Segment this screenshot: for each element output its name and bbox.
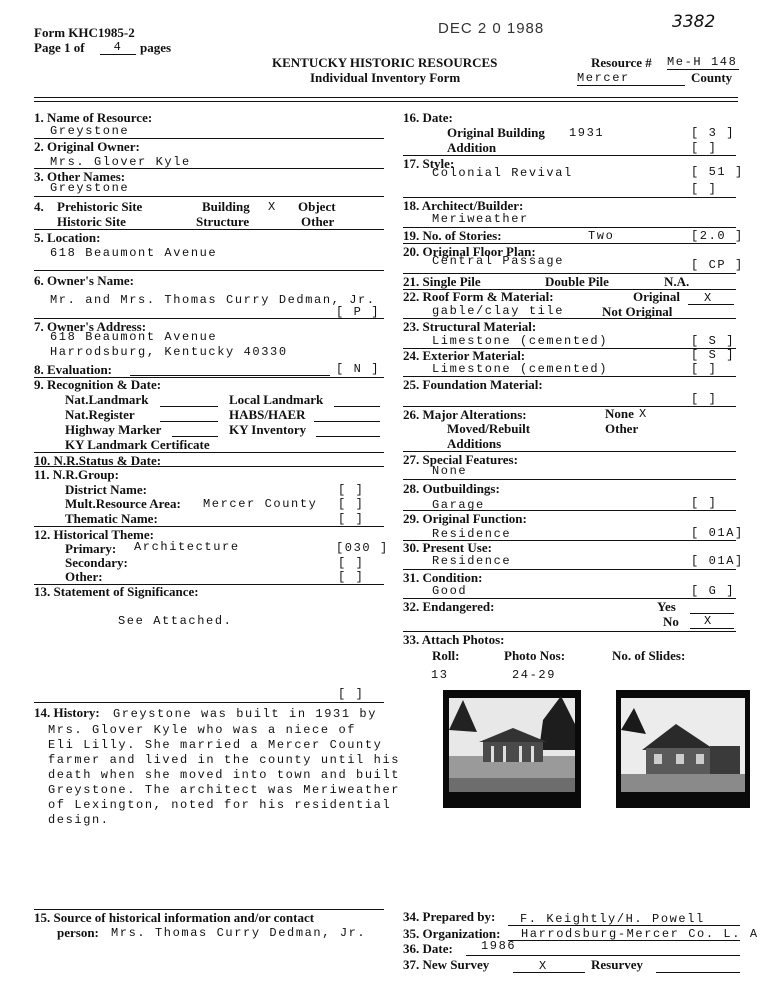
field12-label: 12. Historical Theme: [34, 527, 154, 542]
field18-label: 18. Architect/Builder: [403, 198, 524, 213]
field24-label: 24. Exterior Material: [403, 348, 526, 363]
field34-underline [508, 925, 740, 926]
field27-rule [403, 479, 736, 480]
field23-value: Limestone (cemented) [432, 334, 609, 348]
field21-double-pile: Double Pile [545, 274, 609, 289]
field4-structure: Structure [196, 214, 250, 229]
field35-label: 35. Organization: [403, 926, 501, 941]
field25-bracket: [ ] [691, 392, 718, 406]
field9-kyinv-blank [316, 436, 380, 437]
field22-original-mark: X [704, 291, 713, 305]
field36-underline [466, 955, 740, 956]
field26-none-mark: X [639, 407, 648, 421]
field9-habs-haer: HABS/HAER [229, 407, 306, 422]
field36-label: 36. Date: [403, 941, 453, 956]
field6-label: 6. Owner's Name: [34, 273, 135, 288]
house-photo-side [616, 690, 750, 808]
field37-resurvey-blank [656, 972, 740, 973]
field32-no-blank [690, 628, 734, 629]
field5-value: 618 Beaumont Avenue [50, 246, 218, 260]
field26-other: Other [605, 421, 639, 436]
resource-number-label: Resource # [591, 55, 652, 70]
field3-rule [34, 196, 384, 197]
field16-original-label: Original Building [447, 125, 545, 140]
field9-nat-register: Nat.Register [65, 407, 135, 422]
field11-thematic-bracket: [ ] [338, 512, 365, 526]
field9-highway-marker: Highway Marker [65, 422, 162, 437]
field30-code: [ 01A] [691, 554, 744, 568]
field34-label: 34. Prepared by: [403, 909, 496, 924]
field7-line2: Harrodsburg, Kentucky 40330 [50, 345, 288, 359]
field9-local-landmark: Local Landmark [229, 392, 324, 407]
field29-code: [ 01A] [691, 526, 744, 540]
page-total: 4 [100, 41, 136, 55]
field27-label: 27. Special Features: [403, 452, 518, 467]
form-id: Form KHC1985-2 [34, 25, 135, 40]
field6-value: Mr. and Mrs. Thomas Curry Dedman, Jr. [50, 293, 376, 307]
field31-value: Good [432, 584, 468, 598]
field11-district: District Name: [65, 482, 147, 497]
field12-primary: Primary: [65, 541, 117, 556]
field21-single-pile: 21. Single Pile [403, 274, 481, 289]
field22-value: gable/clay tile [432, 304, 565, 318]
field29-value: Residence [432, 527, 512, 541]
field8-label: 8. Evaluation: [34, 362, 113, 377]
field6-code: [ P ] [336, 305, 381, 319]
field2-label: 2. Original Owner: [34, 139, 140, 154]
field4-building-mark: X [268, 200, 277, 214]
field17-label: 17. Style: [403, 156, 455, 171]
field12-other-bracket: [ ] [338, 570, 365, 584]
field15-person-label: person: [57, 925, 99, 940]
header-rule [34, 97, 738, 102]
field37-resurvey: Resurvey [591, 957, 643, 972]
field8-underline [130, 375, 330, 376]
handwritten-number: 3382 [672, 12, 716, 32]
field24-code: [ S ] [691, 348, 736, 362]
field32-no-mark: X [704, 614, 713, 628]
field33-slides-label: No. of Slides: [612, 648, 686, 663]
field28-label: 28. Outbuildings: [403, 481, 500, 496]
field1-label: 1. Name of Resource: [34, 110, 153, 125]
field1-value: Greystone [50, 124, 130, 138]
field24-value: Limestone (cemented) [432, 362, 609, 376]
field9-habs-blank [314, 421, 380, 422]
field9-nat-landmark-blank [160, 406, 218, 407]
history-line: farmer and lived in the county until his [48, 753, 401, 767]
field14-line1: Greystone was built in 1931 by [113, 707, 378, 721]
field13-value: See Attached. [118, 614, 233, 628]
form-title: KENTUCKY HISTORIC RESOURCES [272, 55, 498, 70]
field9-local-landmark-blank [334, 406, 380, 407]
field23-code: [ S ] [691, 334, 736, 348]
field18-value: Meriweather [432, 212, 529, 226]
field15-value: Mrs. Thomas Curry Dedman, Jr. [111, 926, 367, 940]
field22-not-original: Not Original [602, 304, 673, 319]
field20-code: [ CP ] [691, 258, 744, 272]
field36-value: 1986 [481, 939, 517, 953]
received-date-stamp: DEC 2 0 1988 [438, 20, 545, 37]
field13-rule [34, 702, 384, 703]
field11-thematic: Thematic Name: [65, 511, 158, 526]
field37-label: 37. New Survey [403, 957, 490, 972]
form-subtitle: Individual Inventory Form [310, 70, 461, 85]
field8-code: [ N ] [336, 362, 381, 376]
history-line: Eli Lilly. She married a Mercer County [48, 738, 383, 752]
field9-nat-landmark: Nat.Landmark [65, 392, 149, 407]
field19-label: 19. No. of Stories: [403, 228, 502, 243]
field11-mra-bracket: [ ] [338, 497, 365, 511]
field9-label: 9. Recognition & Date: [34, 377, 162, 392]
field26-label: 26. Major Alterations: [403, 407, 527, 422]
field37-new-blank [513, 972, 585, 973]
field16-addition-bracket: [ ] [691, 141, 718, 155]
field26-moved: Moved/Rebuilt [447, 421, 531, 436]
field5-label: 5. Location: [34, 230, 101, 245]
field10-label: 10. N.R.Status & Date: [34, 453, 162, 468]
house-photo-front [443, 690, 581, 808]
field35-underline [508, 940, 740, 941]
field28-value: Garage [432, 498, 485, 512]
history-line: of Lexington, noted for his residential [48, 798, 392, 812]
field9-certificate: KY Landmark Certificate [65, 437, 210, 452]
field12-secondary-bracket: [ ] [338, 556, 365, 570]
field35-value: Harrodsburg-Mercer Co. L. A [521, 927, 759, 941]
field11-district-bracket: [ ] [338, 483, 365, 497]
field31-label: 31. Condition: [403, 570, 483, 585]
field20-value: Central Passage [432, 254, 565, 268]
resource-number-value: Me-H 148 [667, 55, 738, 69]
history-line: Greystone. The architect was Meriweather [48, 783, 401, 797]
field23-label: 23. Structural Material: [403, 319, 537, 334]
field32-no: No [663, 614, 679, 629]
field12-primary-code: [030 ] [336, 541, 389, 555]
field13-label: 13. Statement of Significance: [34, 584, 199, 599]
field29-label: 29. Original Function: [403, 511, 527, 526]
field33-label: 33. Attach Photos: [403, 632, 505, 647]
field16-original-value: 1931 [569, 126, 605, 140]
page-suffix: pages [140, 40, 172, 55]
field11-label: 11. N.R.Group: [34, 467, 119, 482]
field12-primary-value: Architecture [134, 540, 240, 554]
field19-code: [2.0 ] [691, 229, 744, 243]
field9-ky-inventory: KY Inventory [229, 422, 307, 437]
field12-other: Other: [65, 569, 103, 584]
field26-additions: Additions [447, 436, 502, 451]
field4-object: Object [298, 199, 336, 214]
county-value: Mercer [577, 72, 685, 86]
field20-label: 20. Original Floor Plan: [403, 244, 536, 259]
field26-none: None [605, 406, 634, 421]
field14-history-text [48, 723, 400, 828]
field17-value: Colonial Revival [432, 166, 573, 180]
field30-value: Residence [432, 554, 512, 568]
field33-photonos-value: 24-29 [512, 668, 557, 682]
field22-original: Original [633, 289, 680, 304]
field5-rule [34, 270, 384, 271]
field4-historic: Historic Site [57, 214, 126, 229]
field19-value: Two [588, 229, 615, 243]
field13-bracket: [ ] [338, 687, 365, 701]
field17-bracket-2: [ ] [691, 182, 718, 196]
field25-label: 25. Foundation Material: [403, 377, 543, 392]
field4-number: 4. [34, 199, 44, 214]
field31-code: [ G ] [691, 584, 736, 598]
field34-value: F. Keightly/H. Powell [520, 912, 705, 926]
history-line: design. [48, 813, 110, 827]
field16-original-code: [ 3 ] [691, 126, 736, 140]
field4-building: Building [202, 199, 250, 214]
field16-label: 16. Date: [403, 110, 453, 125]
field24-bracket-2: [ ] [691, 362, 718, 376]
field9-nat-register-blank [160, 421, 218, 422]
field22-label: 22. Roof Form & Material: [403, 289, 554, 304]
field11-mra: Mult.Resource Area: [65, 496, 181, 511]
field21-na: N.A. [664, 274, 690, 289]
field16-addition: Addition [447, 140, 497, 155]
field3-value: Greystone [50, 181, 130, 195]
field7-label: 7. Owner's Address: [34, 319, 147, 334]
field27-value: None [432, 464, 468, 478]
field33-roll-value: 13 [431, 668, 449, 682]
field30-label: 30. Present Use: [403, 540, 492, 555]
field4-prehistoric: Prehistoric Site [57, 199, 143, 214]
history-line: Mrs. Glover Kyle who was a niece of [48, 723, 357, 737]
page-prefix: Page 1 of [34, 40, 85, 55]
field15-label: 15. Source of historical information and/or contact [34, 910, 315, 925]
field33-photonos-label: Photo Nos: [504, 648, 566, 663]
field3-label: 3. Other Names: [34, 169, 126, 184]
field28-bracket: [ ] [691, 496, 718, 510]
county-label: County [691, 70, 733, 85]
field11-mra-value: Mercer County [203, 497, 318, 511]
field33-roll-label: Roll: [432, 648, 460, 663]
field4-other: Other [301, 214, 335, 229]
field17-code: [ 51 ] [691, 165, 744, 179]
field12-secondary: Secondary: [65, 555, 128, 570]
field32-label: 32. Endangered: [403, 599, 495, 614]
field14-label: 14. History: [34, 705, 100, 720]
field22-original-blank [688, 304, 734, 305]
field37-mark: X [539, 959, 548, 973]
field32-yes: Yes [657, 599, 676, 614]
history-line: death when she moved into town and built [48, 768, 401, 782]
field7-line1: 618 Beaumont Avenue [50, 330, 218, 344]
field2-value: Mrs. Glover Kyle [50, 155, 191, 169]
